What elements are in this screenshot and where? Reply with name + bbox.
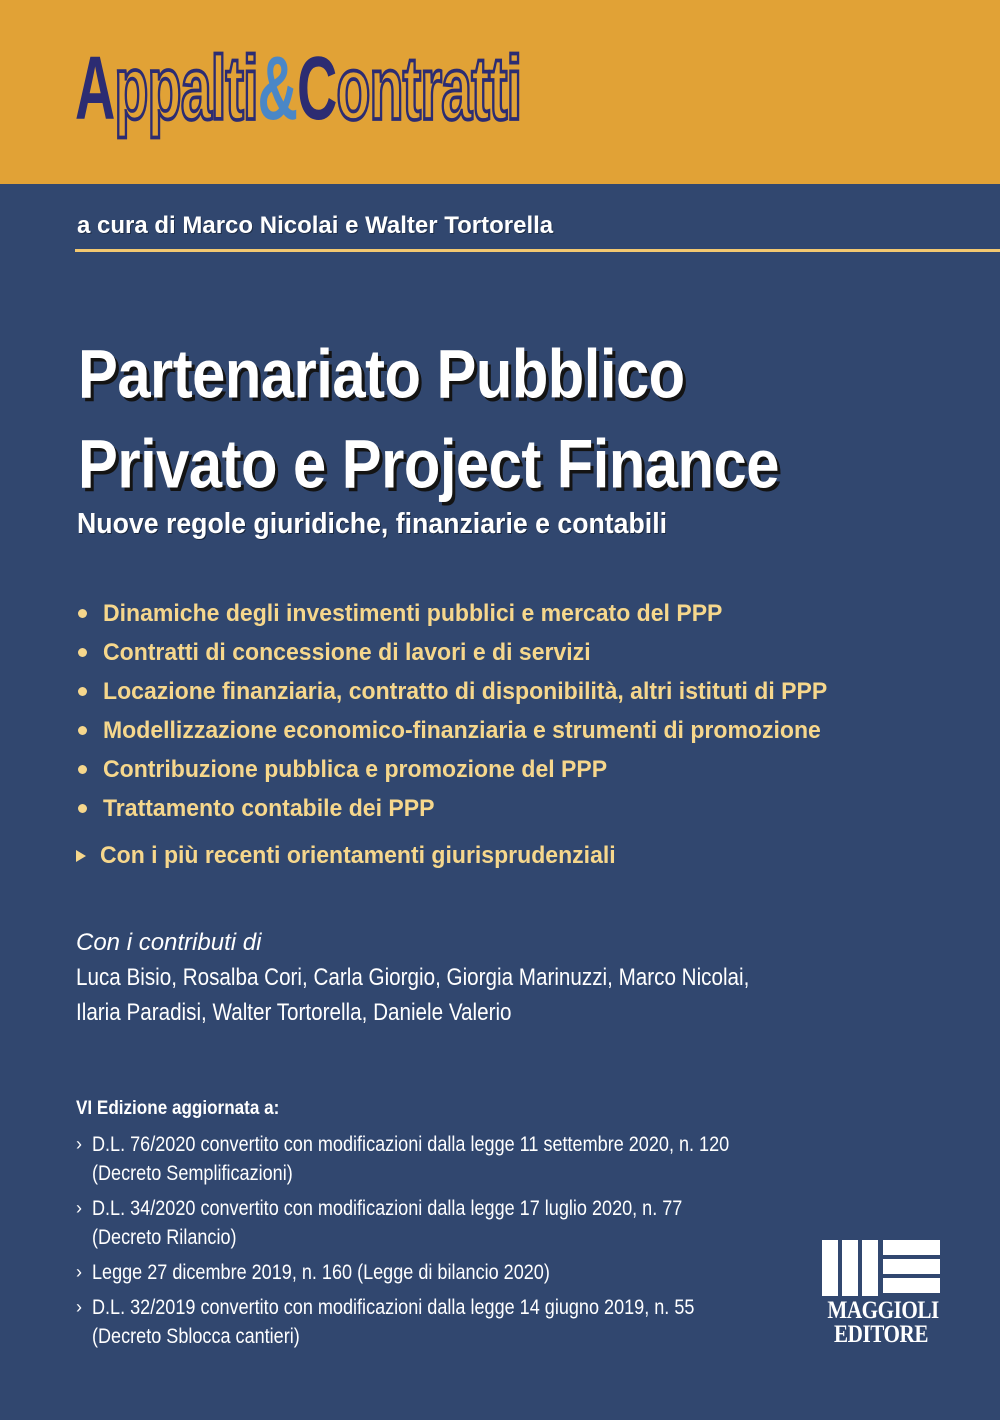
book-title <box>78 322 779 503</box>
chevron-right-icon: › <box>76 1134 82 1154</box>
update-item <box>76 1194 833 1252</box>
contributors <box>76 925 859 1030</box>
chevron-right-icon: › <box>76 1297 82 1317</box>
logo-bar-icon <box>842 1240 858 1296</box>
update-item <box>76 1258 833 1287</box>
book-title-line-2: Privato e Project Finance <box>78 426 779 503</box>
series-logo-a: A <box>75 38 115 139</box>
logo-bar-icon <box>883 1240 940 1255</box>
contributors-line-1: Luca Bisio, Rosalba Cori, Carla Giorgio, Giorgia Marinuzzi, Marco Nicolai, <box>76 964 750 991</box>
bullet-dot-icon <box>78 804 87 813</box>
bullet-dot-icon <box>78 765 87 774</box>
logo-bar-icon <box>822 1240 838 1296</box>
chevron-right-icon: › <box>76 1198 82 1218</box>
update-line-2: (Decreto Rilancio) <box>92 1226 237 1249</box>
topic-item: Contratti di concessione di lavori e di servizi <box>75 633 873 672</box>
update-line-1: D.L. 76/2020 convertito con modificazioni dalla legge 11 settembre 2020, n. 120 <box>92 1133 730 1156</box>
bullet-dot-icon <box>78 609 87 618</box>
update-item <box>76 1130 833 1188</box>
bullet-dot-icon <box>78 648 87 657</box>
logo-bar-icon <box>883 1259 940 1274</box>
topic-item: Trattamento contabile dei PPP <box>75 789 873 828</box>
series-logo-ppalti: ppalti <box>114 38 258 139</box>
divider-rule <box>75 249 1000 252</box>
series-logo-c: C <box>296 38 337 139</box>
triangle-right-icon <box>76 850 86 862</box>
update-item <box>76 1293 833 1351</box>
topics-list <box>75 594 873 828</box>
update-line-2: (Decreto Sblocca cantieri) <box>92 1325 300 1348</box>
contributors-names <box>76 960 749 1030</box>
edition-label: VI Edizione aggiornata a: <box>76 1098 280 1119</box>
chevron-right-icon: › <box>76 1262 82 1282</box>
topic-item: Locazione finanziaria, contratto di disponibilità, altri istituti di PPP <box>75 672 873 711</box>
series-logo-ontratti: ontratti <box>336 38 522 139</box>
contributors-intro: Con i contributi di <box>76 929 262 956</box>
bullet-dot-icon <box>78 687 87 696</box>
bullet-dot-icon <box>78 726 87 735</box>
publisher-imprint: EDITORE <box>834 1320 928 1349</box>
topic-item: Dinamiche degli investimenti pubblici e mercato del PPP <box>75 594 873 633</box>
update-line-2: (Decreto Semplificazioni) <box>92 1162 293 1185</box>
logo-bar-icon <box>883 1278 940 1293</box>
publisher-name: MAGGIOLI <box>827 1296 939 1325</box>
updates-list <box>76 1130 833 1357</box>
publisher-logo <box>822 1240 940 1349</box>
book-subtitle: Nuove regole giuridiche, finanziarie e contabili <box>77 508 668 540</box>
editors-line: a cura di Marco Nicolai e Walter Tortorella <box>77 212 554 239</box>
highlight-line: Con i più recenti orientamenti giurisprudenziali <box>76 842 649 870</box>
series-logo-ampersand: & <box>257 38 297 139</box>
topic-item: Contribuzione pubblica e promozione del PPP <box>75 750 873 789</box>
update-line-1: Legge 27 dicembre 2019, n. 160 (Legge di bilancio 2020) <box>92 1261 550 1284</box>
update-line-1: D.L. 32/2019 convertito con modificazioni dalla legge 14 giugno 2019, n. 55 <box>92 1296 695 1319</box>
topic-item: Modellizzazione economico-finanziaria e strumenti di promozione <box>75 711 873 750</box>
book-title-line-1: Partenariato Pubblico <box>78 336 685 413</box>
contributors-line-2: Ilaria Paradisi, Walter Tortorella, Daniele Valerio <box>76 999 512 1026</box>
logo-bar-icon <box>862 1240 878 1296</box>
update-line-1: D.L. 34/2020 convertito con modificazioni dalla legge 17 luglio 2020, n. 77 <box>92 1197 683 1220</box>
series-logo <box>75 34 555 139</box>
